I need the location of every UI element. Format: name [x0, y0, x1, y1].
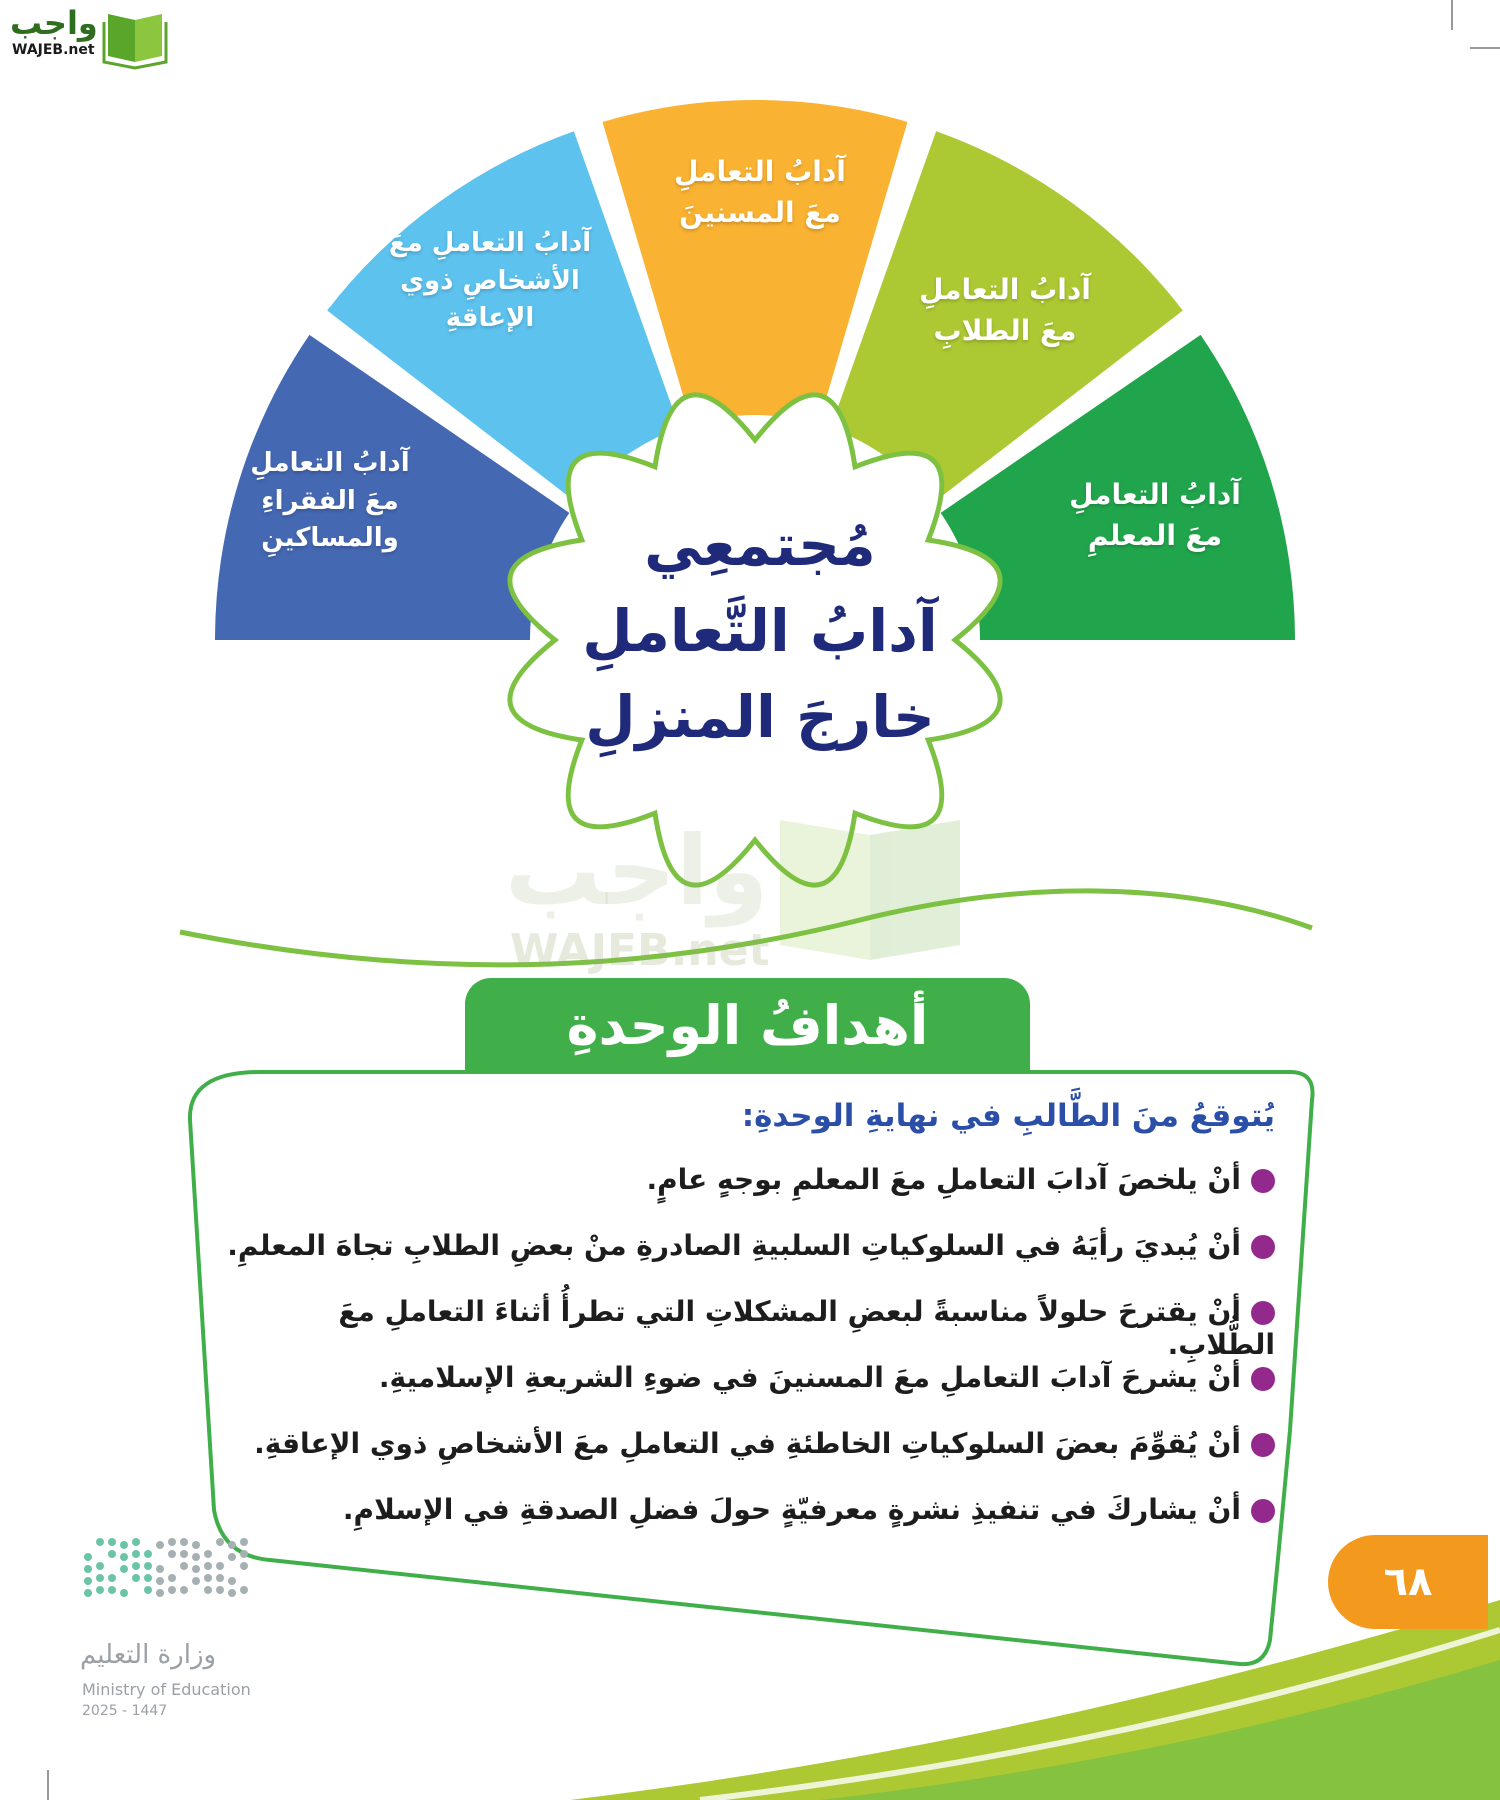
logo-dot	[168, 1538, 176, 1546]
logo-dot	[120, 1565, 128, 1573]
book-logo-icon	[104, 14, 166, 68]
segment-label-students: آدابُ التعاملِ معَ الطلابِ	[919, 273, 1091, 347]
logo-dot	[108, 1538, 116, 1546]
center-title-line3: خارجَ المنزلِ	[585, 683, 935, 751]
logo-dot	[240, 1550, 248, 1558]
logo-dot	[168, 1574, 176, 1582]
bullet-icon	[1251, 1301, 1275, 1325]
logo-dot	[144, 1574, 152, 1582]
goal-item: أنْ يُبديَ رأيَهُ في السلوكياتِ السلبيةِ الصادرةِ منْ بعضِ الطلابِ تجاهَ المعلمِ.	[225, 1229, 1275, 1262]
logo-dot	[216, 1586, 224, 1594]
logo-dot	[144, 1550, 152, 1558]
logo-dot	[144, 1562, 152, 1570]
center-title-line1: مُجتمعِي	[644, 511, 876, 579]
logo-dot	[204, 1550, 212, 1558]
logo-dot	[84, 1589, 92, 1597]
logo-dot	[108, 1586, 116, 1594]
logo-dot	[84, 1565, 92, 1573]
logo-dot	[132, 1574, 140, 1582]
bullet-icon	[1251, 1235, 1275, 1259]
goals-intro: يُتوقعُ منَ الطَّالبِ في نهايةِ الوحدةِ:	[741, 1098, 1275, 1134]
watermark-latin: WAJEB.net	[510, 925, 770, 976]
segment-label-poor: آدابُ التعاملِ معَ الفقراءِ والمساكينِ	[250, 448, 410, 554]
bullet-icon	[1251, 1169, 1275, 1193]
ministry-name-english: Ministry of Education	[82, 1680, 251, 1699]
logo-dot	[204, 1562, 212, 1570]
logo-dot	[156, 1577, 164, 1585]
logo-dot	[216, 1538, 224, 1546]
goal-item: أنْ يلخصَ آدابَ التعاملِ معَ المعلمِ بوجهٍ عامٍ.	[225, 1163, 1275, 1196]
logo-dot	[192, 1565, 200, 1573]
logo-dot	[96, 1562, 104, 1570]
goals-header: أهدافُ الوحدةِ	[465, 978, 1030, 1073]
segment-label-elderly: آدابُ التعاملِ معَ المسنينَ	[674, 155, 846, 229]
logo-dot	[192, 1553, 200, 1561]
logo-dot	[180, 1586, 188, 1594]
logo-dot	[156, 1565, 164, 1573]
logo-dot	[144, 1586, 152, 1594]
ministry-name-arabic: وزارة التعليم	[80, 1640, 217, 1670]
goal-item: أنْ يقترحَ حلولاً مناسبةً لبعضِ المشكلاتِ التي تطرأُ أثناءَ التعاملِ معَ الطُّلابِ.	[338, 1295, 1275, 1361]
logo-dot	[168, 1550, 176, 1558]
logo-dot	[84, 1553, 92, 1561]
logo-dot	[216, 1574, 224, 1582]
logo-dot	[180, 1538, 188, 1546]
logo-dot	[132, 1562, 140, 1570]
center-title-line2: آدابُ التَّعاملِ	[582, 597, 938, 665]
logo-dot	[228, 1541, 236, 1549]
logo-dot	[120, 1553, 128, 1561]
logo-dot	[96, 1574, 104, 1582]
bullet-icon	[1251, 1433, 1275, 1457]
logo-dot	[108, 1574, 116, 1582]
logo-dot	[240, 1562, 248, 1570]
logo-arabic: واجب	[10, 4, 98, 42]
logo-dot	[168, 1586, 176, 1594]
page-number: ٦٨	[1328, 1535, 1488, 1629]
bullet-icon	[1251, 1499, 1275, 1523]
goal-item: أنْ يشرحَ آدابَ التعاملِ معَ المسنينَ في ضوءِ الشريعةِ الإسلاميةِ.	[225, 1361, 1275, 1394]
logo-dot	[204, 1574, 212, 1582]
logo-dot	[96, 1586, 104, 1594]
logo-dot	[228, 1577, 236, 1585]
logo-dot	[228, 1553, 236, 1561]
logo-dot	[180, 1562, 188, 1570]
logo-dot	[132, 1538, 140, 1546]
logo-dot	[228, 1589, 236, 1597]
logo-dot	[120, 1541, 128, 1549]
goal-item: أنْ يُقوِّمَ بعضَ السلوكياتِ الخاطئةِ في التعاملِ معَ الأشخاصِ ذوي الإعاقةِ.	[225, 1427, 1275, 1460]
ministry-year: 2025 - 1447	[82, 1703, 168, 1719]
logo-dot	[132, 1550, 140, 1558]
logo-dot	[120, 1589, 128, 1597]
watermark-book-icon	[780, 820, 960, 960]
logo-dot	[156, 1541, 164, 1549]
logo-dot	[108, 1550, 116, 1558]
goal-item: أنْ يشاركَ في تنفيذِ نشرةٍ معرفيّةٍ حولَ فضلِ الصدقةِ في الإسلامِ.	[225, 1493, 1275, 1526]
bullet-icon	[1251, 1367, 1275, 1391]
logo-dot	[96, 1538, 104, 1546]
ministry-logo-icon	[84, 1538, 248, 1597]
segment-label-teacher: آدابُ التعاملِ معَ المعلمِ	[1069, 478, 1241, 552]
logo-latin: WAJEB.net	[12, 42, 95, 58]
logo-dot	[192, 1577, 200, 1585]
logo-dot	[192, 1541, 200, 1549]
logo-dot	[216, 1562, 224, 1570]
center-title	[560, 502, 960, 760]
logo-dot	[84, 1577, 92, 1585]
logo-dot	[156, 1589, 164, 1597]
logo-dot	[180, 1550, 188, 1558]
logo-dot	[240, 1538, 248, 1546]
segment-label-disabled: آدابُ التعاملِ معَ الأشخاصِ ذوي الإعاقةِ	[388, 228, 592, 334]
logo-dot	[204, 1586, 212, 1594]
logo-dot	[240, 1586, 248, 1594]
watermark-arabic: واجب	[505, 815, 769, 927]
